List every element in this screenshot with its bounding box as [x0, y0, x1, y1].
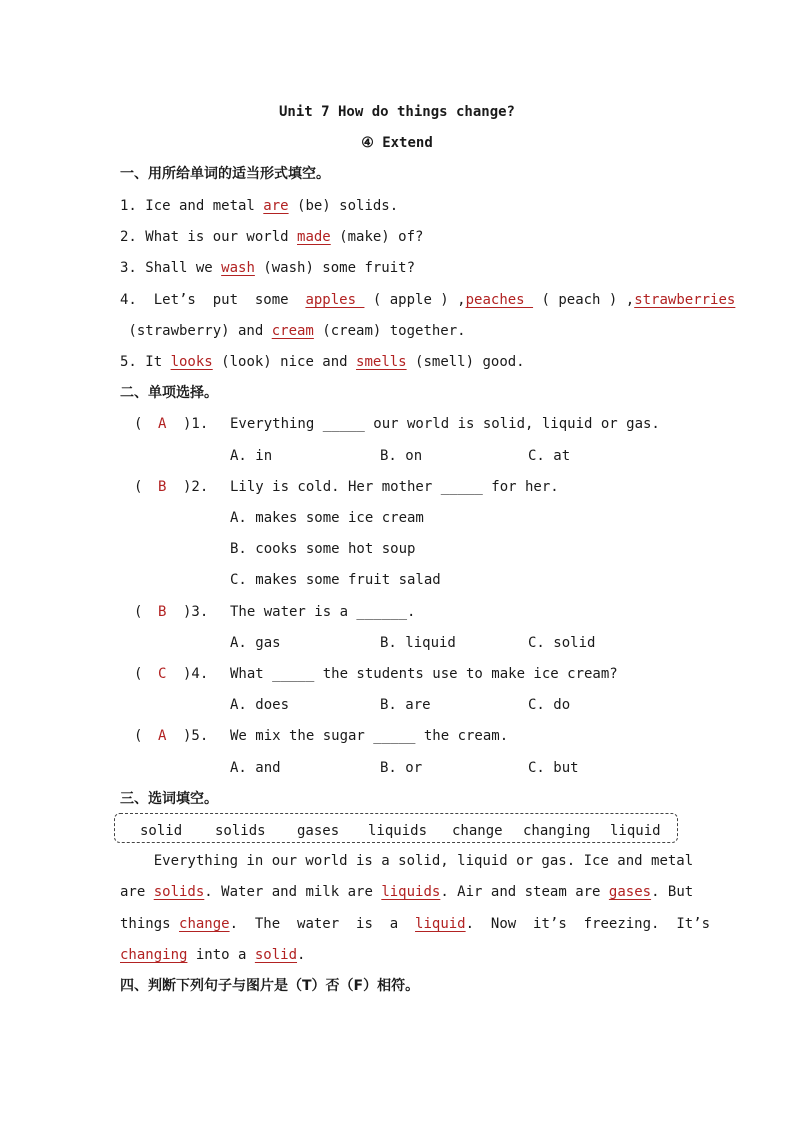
choice-answer: A [158, 728, 167, 744]
choice-answer: B [158, 479, 167, 495]
passage-text: . But [651, 884, 694, 900]
item-number: 2. [120, 229, 137, 245]
option-b: B. cooks some hot soup [230, 541, 416, 557]
option-a: A. gas [230, 635, 281, 651]
section3-heading: 三、选词填空。 [120, 791, 218, 807]
item-text: (make) of? [330, 229, 424, 245]
answer-blank: apples [305, 292, 365, 308]
option-c: C. at [528, 448, 571, 464]
answer-blank: change [179, 916, 230, 932]
question-stem: Lily is cold. Her mother _____ for her. [230, 479, 559, 495]
item-number: 3. [120, 260, 137, 276]
item-text: Ice and metal [136, 198, 264, 214]
item-text: ( apple ) , [364, 292, 466, 308]
passage-text: . Water and milk are [204, 884, 382, 900]
item-text: (wash) some fruit? [254, 260, 416, 276]
word-bank-item: liquid [610, 823, 661, 839]
option-b: B. or [380, 760, 423, 776]
question-number: )5. [183, 728, 209, 744]
option-c: C. makes some fruit salad [230, 572, 441, 588]
answer-blank: liquid [415, 916, 466, 932]
item-text: (smell) good. [406, 354, 525, 370]
passage-text: . Air and steam are [440, 884, 609, 900]
question-stem: Everything _____ our world is solid, liquid or gas. [230, 416, 660, 432]
fill-item-4-line2 [120, 321, 466, 341]
item-text: ( peach ) , [533, 292, 635, 308]
section1-heading: 一、用所给单词的适当形式填空。 [120, 166, 330, 182]
question-number: )4. [183, 666, 209, 682]
answer-blank: peaches [465, 292, 534, 308]
section2-heading: 二、单项选择。 [120, 385, 218, 401]
option-b: B. on [380, 448, 423, 464]
item-text: Shall we [136, 260, 222, 276]
open-paren: ( [134, 416, 143, 432]
passage-line-2 [120, 882, 694, 902]
open-paren: ( [134, 479, 143, 495]
item-number: 1. [120, 198, 137, 214]
choice-answer: B [158, 604, 167, 620]
word-bank-item: changing [523, 823, 591, 839]
option-a: A. makes some ice cream [230, 510, 424, 526]
passage-text: . [297, 947, 306, 963]
item-text: 4. Let’s put some [120, 292, 306, 308]
page-title: Unit 7 How do things change? [278, 104, 515, 120]
fill-item-2 [120, 227, 423, 247]
question-stem: What _____ the students use to make ice cream? [230, 666, 618, 682]
fill-item-5 [120, 352, 525, 372]
passage-line-3 [120, 914, 711, 934]
passage-line-1: Everything in our world is a solid, liquid or gas. Ice and metal [120, 853, 694, 869]
passage-line-4 [120, 945, 674, 965]
answer-blank: smells [356, 354, 407, 370]
answer-blank: solid [254, 947, 298, 963]
fill-item-1 [120, 196, 398, 216]
passage-text: . The water is a [229, 916, 416, 932]
option-c: C. but [528, 760, 579, 776]
answer-blank: liquids [381, 884, 441, 900]
question-number: )2. [183, 479, 209, 495]
item-text: (cream) together. [313, 323, 466, 339]
passage-text: . Now it’s freezing. It’s [465, 916, 711, 932]
word-bank-item: solids [215, 823, 266, 839]
answer-blank: made [297, 229, 331, 245]
fill-item-4-line1 [120, 290, 735, 310]
word-bank-item: liquids [368, 823, 428, 839]
open-paren: ( [134, 728, 143, 744]
answer-blank: cream [271, 323, 314, 339]
option-a: A. does [230, 697, 290, 713]
question-number: )1. [183, 416, 209, 432]
answer-blank: strawberries [634, 292, 736, 308]
open-paren: ( [134, 604, 143, 620]
answer-blank: are [263, 198, 289, 214]
item-text: (strawberry) and [120, 323, 272, 339]
fill-item-3 [120, 258, 415, 278]
answer-blank: wash [221, 260, 255, 276]
question-stem: The water is a ______. [230, 604, 416, 620]
option-a: A. and [230, 760, 281, 776]
question-stem: We mix the sugar _____ the cream. [230, 728, 509, 744]
option-c: C. do [528, 697, 571, 713]
item-text: What is our world [136, 229, 298, 245]
option-b: B. liquid [380, 635, 456, 651]
answer-blank: gases [608, 884, 652, 900]
word-bank-item: solid [140, 823, 183, 839]
open-paren: ( [134, 666, 143, 682]
option-c: C. solid [528, 635, 596, 651]
passage-text: into a [187, 947, 255, 963]
answer-blank: solids [153, 884, 205, 900]
page-subtitle: ④ Extend [361, 135, 433, 151]
choice-answer: A [158, 416, 167, 432]
word-bank-item: change [452, 823, 503, 839]
section4-heading: 四、判断下列句子与图片是（T）否（F）相符。 [120, 978, 420, 994]
question-number: )3. [183, 604, 209, 620]
option-b: B. are [380, 697, 431, 713]
passage-text: are [120, 884, 154, 900]
answer-blank: changing [120, 947, 188, 963]
passage-text: things [120, 916, 180, 932]
answer-blank: looks [170, 354, 213, 370]
item-text: (be) solids. [288, 198, 399, 214]
item-text: (look) nice and [212, 354, 357, 370]
word-bank-item: gases [297, 823, 340, 839]
item-text: 5. It [120, 354, 171, 370]
choice-answer: C [158, 666, 167, 682]
option-a: A. in [230, 448, 273, 464]
